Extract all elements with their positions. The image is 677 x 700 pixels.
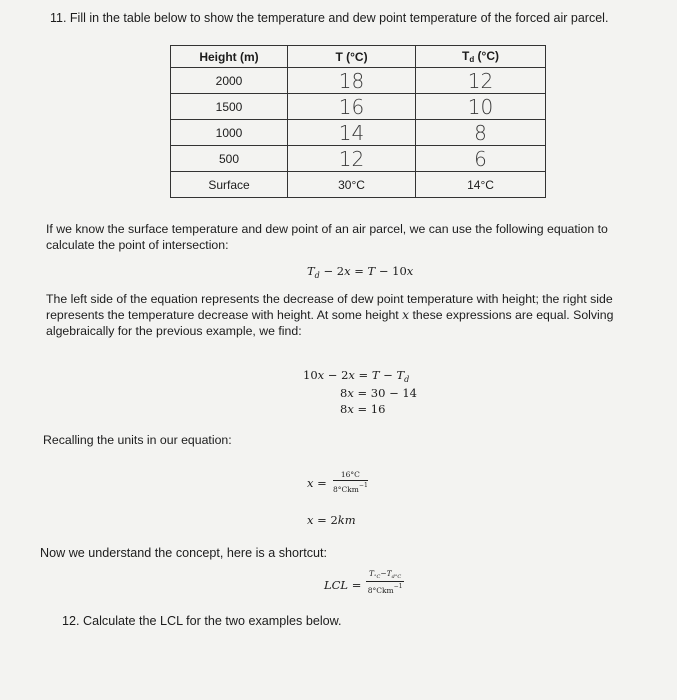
result-equation: x = 2km (307, 513, 356, 527)
header-dewpoint: Td (°C) (416, 46, 546, 68)
header-height: Height (m) (171, 46, 288, 68)
table-row (171, 94, 546, 120)
question-11: 11. Fill in the table below to show the temperature and dew point temperature of the forced air parcel. (50, 11, 609, 25)
cell-dewpoint: 6 (416, 146, 546, 172)
intro-line-2: calculate the point of intersection: (46, 238, 229, 252)
explain-line-2: represents the temperature decrease with height. At some height x these expressions are equal. Solving (46, 308, 614, 322)
table-row (171, 172, 546, 198)
temperature-table (170, 45, 546, 198)
solve-step-1: $10x - 2x = T - T_d$ (303, 368, 410, 384)
cell-dewpoint: 14°C (416, 172, 546, 198)
intro-line-1: If we know the surface temperature and dew point of an air parcel, we can use the following equation to (46, 222, 608, 236)
cell-temperature: 16 (288, 94, 416, 120)
cell-height: 2000 (171, 68, 288, 94)
header-temperature: T (°C) (288, 46, 416, 68)
main-equation: $T_d - 2x = T - 10x$ (307, 264, 414, 280)
x-equals: x = (307, 476, 327, 490)
cell-temperature: 12 (288, 146, 416, 172)
cell-temperature: 18 (288, 68, 416, 94)
cell-dewpoint: 10 (416, 94, 546, 120)
cell-temperature: 14 (288, 120, 416, 146)
cell-height: Surface (171, 172, 288, 198)
cell-temperature: 30°C (288, 172, 416, 198)
cell-height: 1500 (171, 94, 288, 120)
table-row (171, 68, 546, 94)
lcl-denominator: 8°Ckm$^{-1}$ (367, 583, 403, 595)
lcl-label: LCL = (324, 578, 362, 592)
explain-line-3: algebraically for the previous example, we find: (46, 324, 302, 338)
units-fraction (333, 470, 368, 494)
cell-height: 1000 (171, 120, 288, 146)
question-12: 12. Calculate the LCL for the two examples below. (62, 614, 342, 628)
shortcut-text: Now we understand the concept, here is a shortcut: (40, 546, 328, 560)
units-numerator: 16°C (333, 470, 368, 481)
table-row (171, 146, 546, 172)
lcl-numerator: $T_{^\circ C}-T_{d^\circ C}$ (366, 569, 404, 582)
cell-height: 500 (171, 146, 288, 172)
cell-dewpoint: 8 (416, 120, 546, 146)
table-header-row (171, 46, 546, 68)
solve-step-3: 8x = 16 (340, 402, 386, 416)
solve-step-2: 8x = 30 − 14 (340, 386, 417, 400)
explain-line-1: The left side of the equation represents the decrease of dew point temperature with height; the right side (46, 292, 613, 306)
units-denominator: 8°Ckm$^{-1}$ (333, 482, 368, 494)
lcl-fraction (366, 569, 404, 595)
cell-dewpoint: 12 (416, 68, 546, 94)
table-row (171, 120, 546, 146)
recall-text: Recalling the units in our equation: (43, 433, 232, 447)
